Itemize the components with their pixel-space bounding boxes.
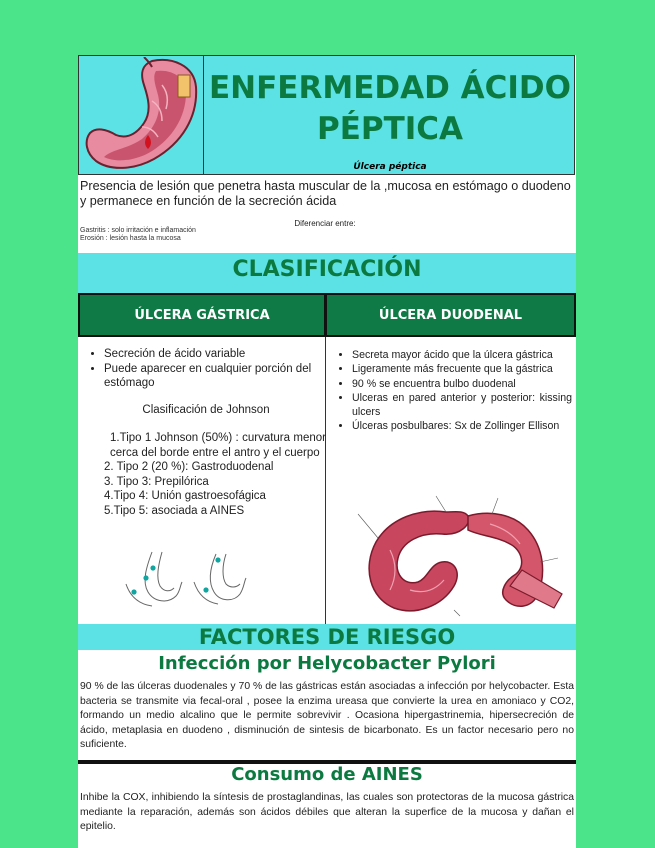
list-item: • Úlceras posbulbares: Sx de Zollinger Ellison <box>352 419 572 433</box>
title-line-2: PÉPTICA <box>316 111 464 147</box>
title-line-1: ENFERMEDAD ÁCIDO <box>209 70 571 106</box>
risk-factors-title: FACTORES DE RIESGO <box>198 625 456 649</box>
gastric-ulcer-column <box>86 347 326 518</box>
intro-definition: Presencia de lesión que penetra hasta muscular de la ,mucosa en estómago o duodeno y permanece en función de la secreción ácida <box>80 179 571 208</box>
list-item: • Puede aparecer en cualquier porción del estómago <box>104 362 326 391</box>
differentiate-label: Diferenciar entre: <box>294 219 356 228</box>
header-divider <box>203 55 204 175</box>
list-item: 5.Tipo 5: asociada a AINES <box>104 504 245 517</box>
gastric-bullet-list <box>86 347 326 391</box>
johnson-list <box>86 431 326 518</box>
page-title <box>205 68 575 150</box>
list-item: 4.Tipo 4: Unión gastroesofágica <box>104 490 266 502</box>
johnson-title: Clasificación de Johnson <box>142 403 270 416</box>
list-item: • Ligeramente más frecuente que la gástrica <box>352 362 572 376</box>
johnson-stomach-diagrams <box>112 548 252 610</box>
stomach-illustration <box>82 57 200 173</box>
gastric-ulcer-heading: ÚLCERA GÁSTRICA <box>78 293 326 337</box>
list-item: • Secreción de ácido variable <box>104 347 326 362</box>
duodenum-illustration <box>350 490 570 618</box>
list-item: 2. Tipo 2 (20 %): Gastroduodenal <box>104 461 274 473</box>
definition-gastritis: Gastritis : solo irritación e inflamación <box>80 227 196 234</box>
list-item: • 90 % se encuentra bulbo duodenal <box>352 377 572 391</box>
definitions <box>80 227 196 243</box>
list-item: • Secreta mayor ácido que la úlcera gástrica <box>352 348 572 362</box>
duodenal-ulcer-column <box>336 348 572 434</box>
classification-title: CLASIFICACIÓN <box>232 257 422 282</box>
hpylori-title: Infección por Helycobacter Pylori <box>158 653 496 674</box>
duodenal-ulcer-heading: ÚLCERA DUODENAL <box>325 293 576 337</box>
list-item: 3. Tipo 3: Prepilórica <box>104 475 209 488</box>
hpylori-text: 90 % de las úlceras duodenales y 70 % de las gástricas están asociadas a infección por helycobacter. Esta bacteria se transmite via fecal-oral , posee la enzima ureasa que convierte la urea en amoniaco y CO2, formando un medio alcalino que le permite sobrevivir . Ocasiona hipergastrinemia, hipersecreción de ácido, metaplasia en duodeno , disminución de sintesis de bicarbonato. Es un factor necesario pero no suficiente. <box>80 681 574 750</box>
aines-text: Inhibe la COX, inhibiendo la síntesis de prostaglandinas, las cuales son protectoras de la mucosa gástrica mediante la reparación, además son ácidos débiles que alteran la superfice de la mucosa y dañan el epitelio. <box>80 792 574 832</box>
duodenal-bullet-list <box>336 348 572 434</box>
page-subtitle: Úlcera péptica <box>353 162 427 172</box>
definition-erosion: Erosión : lesión hasta la mucosa <box>80 235 181 242</box>
list-item: 1.Tipo 1 Johnson (50%) : curvatura menor cerca del borde entre el antro y el cuerpo <box>110 432 326 459</box>
list-item: • Ulceras en pared anterior y posterior: kissing ulcers <box>352 391 572 420</box>
aines-title: Consumo de AINES <box>231 764 423 785</box>
